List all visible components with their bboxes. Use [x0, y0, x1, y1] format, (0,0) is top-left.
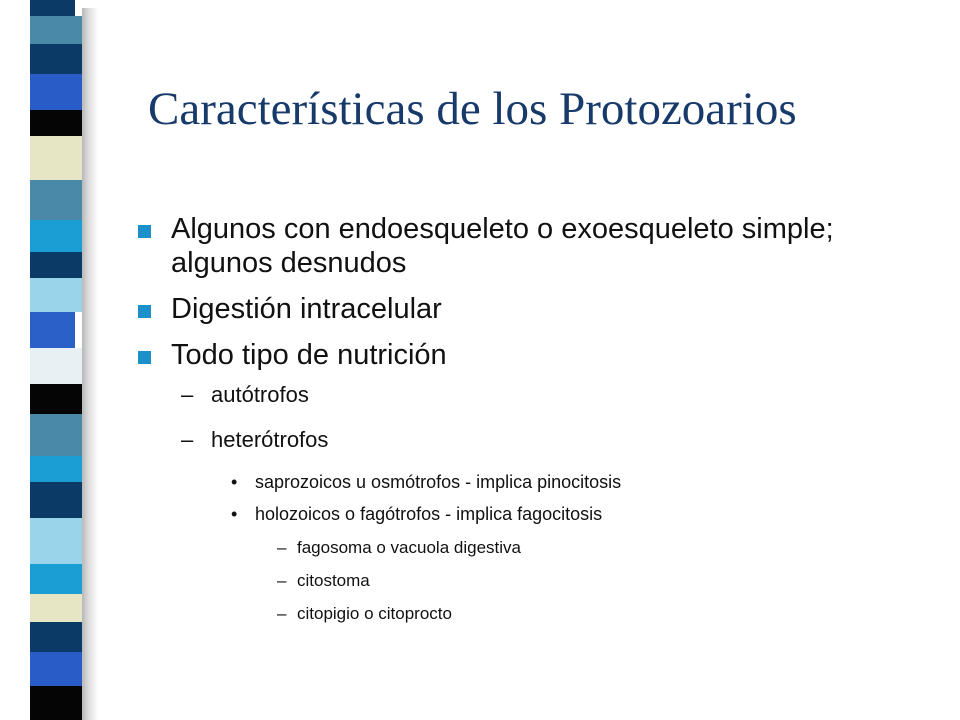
level4-bullet-text: citopigio o citoprocto [297, 604, 452, 623]
bullet-text: Digestión intracelular [171, 293, 442, 325]
square-bullet-icon [138, 225, 151, 238]
dash-marker: – [277, 604, 287, 623]
bullet-item [131, 292, 931, 326]
dot-marker: • [231, 472, 238, 492]
square-bullet-icon [138, 351, 151, 364]
sub-bullet-text: heterótrofos [211, 427, 329, 452]
bullet-item [131, 212, 931, 280]
level4-bullet-item [131, 604, 931, 624]
square-bullet-icon [138, 305, 151, 318]
sub-sub-bullet-text: holozoicos o fagótrofos - implica fagocitosis [255, 504, 603, 524]
dash-marker: – [277, 571, 287, 590]
dot-marker: • [231, 504, 238, 524]
bullet-item [131, 338, 931, 372]
stripe-shadow [82, 8, 98, 720]
sub-sub-bullet-item [131, 471, 931, 493]
slide-title: Características de los Protozoarios [148, 83, 797, 135]
bullet-list [131, 212, 931, 637]
dash-marker: – [181, 427, 194, 452]
sub-bullet-item [131, 382, 931, 408]
bullet-text: Algunos con endoesqueleto o exoesqueleto simple; algunos desnudos [171, 213, 834, 279]
level4-bullet-item [131, 571, 931, 591]
decorative-stripe [30, 0, 82, 720]
dash-marker: – [181, 382, 194, 407]
sub-sub-bullet-item [131, 503, 931, 525]
level4-bullet-text: citostoma [297, 571, 370, 590]
level4-bullet-text: fagosoma o vacuola digestiva [297, 538, 521, 557]
sub-bullet-item [131, 427, 931, 453]
sub-bullet-text: autótrofos [211, 382, 309, 407]
sub-sub-bullet-text: saprozoicos u osmótrofos - implica pinocitosis [255, 472, 622, 492]
level4-bullet-item [131, 538, 931, 558]
bullet-text: Todo tipo de nutrición [171, 339, 447, 371]
dash-marker: – [277, 538, 287, 557]
